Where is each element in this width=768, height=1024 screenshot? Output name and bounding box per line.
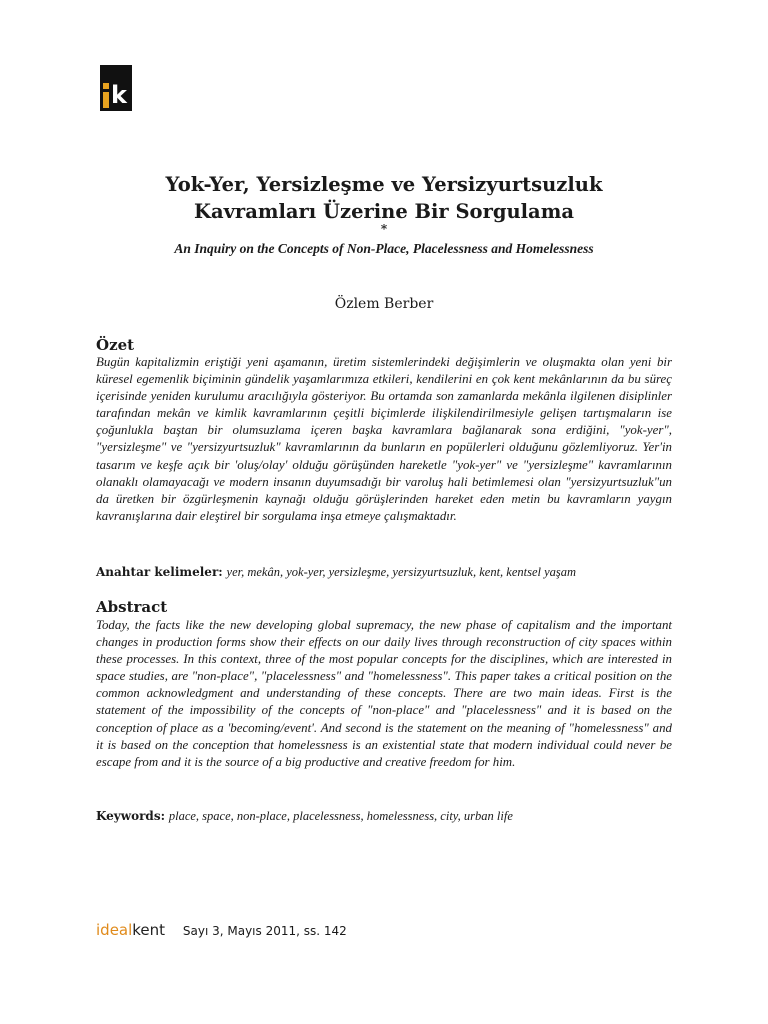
author-name: Özlem Berber <box>334 296 434 312</box>
issue-info: Sayı 3, Mayıs 2011, ss. 142 <box>182 924 347 938</box>
brand-kent: kent <box>132 921 166 939</box>
abstract-heading: Abstract <box>96 598 168 616</box>
abstract-text: Today, the facts like the new developing global supremacy, the new phase of capitalism and the important changes in production forms show their effects on our daily lives through reconstruction of city spaces within these processes. In this context, three of the most popular concepts for the disciplines, which are interested in space studies, are "non-place", "placelessness" and "homelessness". This paper takes a critical position on the common acknowledgment and understanding of these concepts. There are two main ideas. First is the statement of the impossibility of the concepts of "non-place" and "placelessness" and it is based on the conception of place as a 'becoming/event'. And second is the statement on the meaning of "homelessness" and it is based on the conception that homelessness is an existential state that modern individual could never be escape from and it is the source of a big productive and creative freedom for him. <box>96 618 672 769</box>
footer-brand <box>96 921 165 939</box>
page-footer <box>96 921 347 940</box>
ozet-heading: Özet <box>96 336 135 354</box>
logo-dot <box>103 83 109 89</box>
title-line-1: Yok-Yer, Yersizleşme ve Yersizyurtsuzluk <box>165 173 603 196</box>
brand-ideal: ideal <box>96 921 133 939</box>
ozet-text: Bugün kapitalizmin eriştiği yeni aşamanın, üretim sistemlerindeki değişimlerin ve oluşmakta olan yeni bir küresel egemenlik biçiminin gündelik yaşamlarımıza etkileri, kendilerini en çok kent mekânlarının da bu süreç içerisinde yeniden kurulumu aracılığıyla gösteriyor. Bu ortamda son zamanlarda mekânla ilgilenen disiplinler tarafından mekân ve kimlik kavramlarının çeşitli biçimlerde ilişkilendirilmesiyle gelişen tartışmaların ise çoğunlukla baştan bir olumsuzlama içeren başka kavramlara bağlanarak sona erdiğini, "yok-yer", "yersizleşme" ve "yersizyurtsuzluk" kavramlarının da bunların en popülerleri olduğunu gözlemliyoruz. Yer'in tasarım ve keşfe açık bir 'oluş/olay' olduğu görüşünden hareketle "yok-yer" ve "yersizleşme" kavramlarının olanaklı olamayacağı ve modern insanın duyumsadığı bir varoluş hali betimlemesi olan "yersizyurtsuzluk"un da üretken bir özgürleşmenin kaynağı olduğu görüşlerinden hareket eden metin bu kavramların yaygın kavranışlarına dair eleştirel bir sorgulama inşa etmeye çalışmaktadır. <box>96 355 672 523</box>
keywords-value: place, space, non-place, placelessness, homelessness, city, urban life <box>168 809 513 823</box>
journal-logo <box>100 65 132 111</box>
keywords <box>96 808 676 824</box>
anahtar-value: yer, mekân, yok-yer, yersizleşme, yersizyurtsuzluk, kent, kentsel yaşam <box>226 565 577 579</box>
anahtar-label: Anahtar kelimeler: <box>96 565 223 579</box>
article-subtitle: An Inquiry on the Concepts of Non-Place, Placelessness and Homelessness <box>174 241 594 256</box>
anahtar-kelimeler <box>96 564 676 580</box>
logo-bar <box>103 92 109 108</box>
keywords-label: Keywords: <box>96 809 166 823</box>
article-title <box>96 171 672 225</box>
title-line-2: Kavramları Üzerine Bir Sorgulama <box>194 200 574 223</box>
footnote-mark: * <box>380 222 388 236</box>
logo-letter: k <box>111 81 127 109</box>
